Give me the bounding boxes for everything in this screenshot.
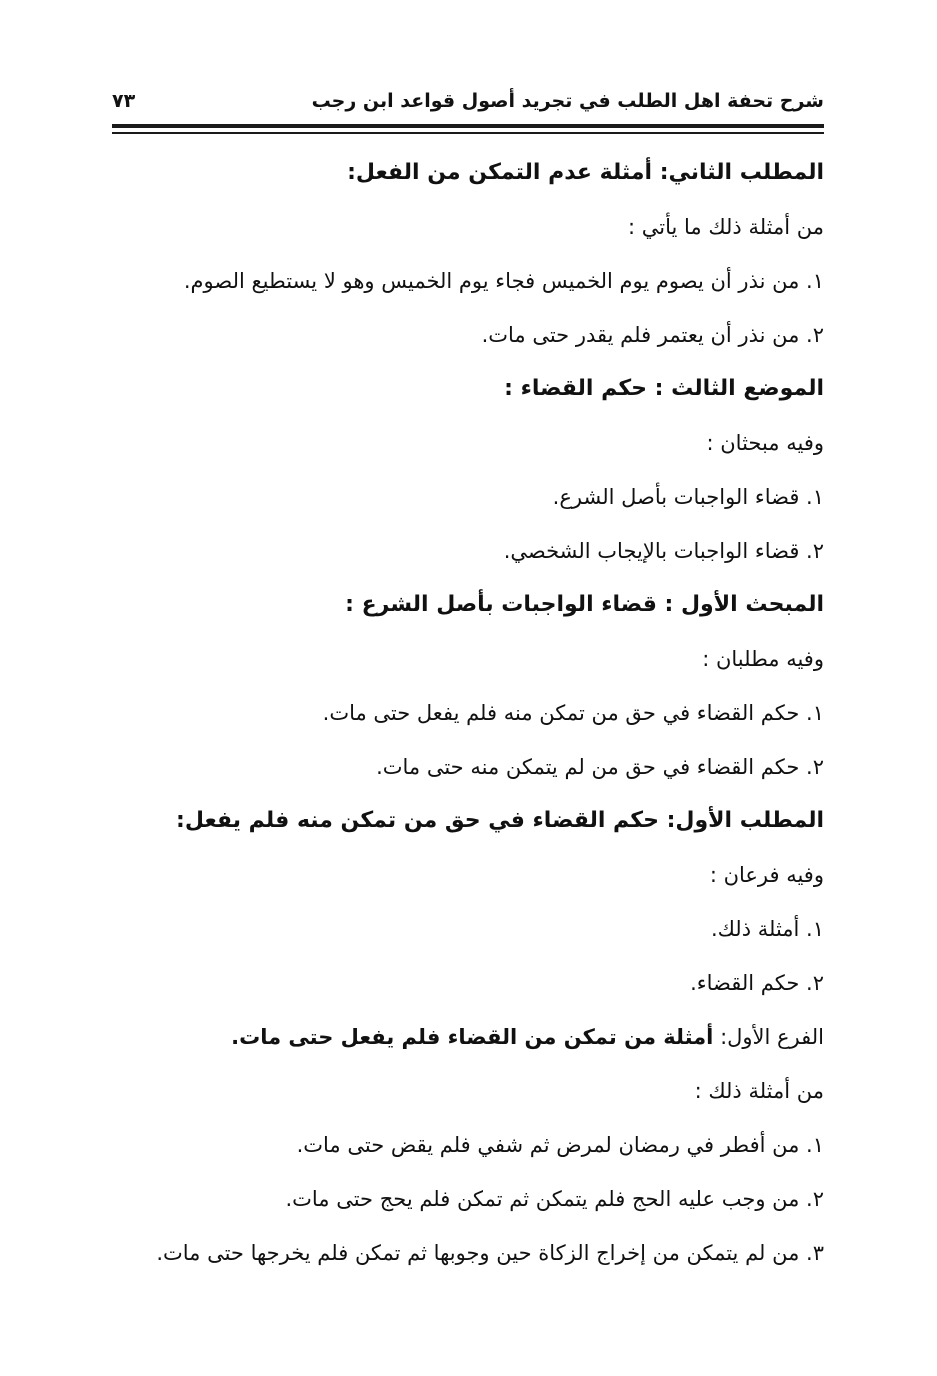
- branch-label: الفرع الأول:: [720, 1025, 824, 1049]
- list-item: ٣. من لم يتمكن من إخراج الزكاة حين وجوبها ثم تمكن فلم يخرجها حتى مات.: [156, 1241, 824, 1265]
- list-item: ١. قضاء الواجبات بأصل الشرع.: [552, 485, 824, 509]
- list-item: ٢. من نذر أن يعتمر فلم يقدر حتى مات.: [481, 323, 824, 347]
- header-rule-thick: [112, 124, 824, 128]
- heading-third-topic: الموضع الثالث : حكم القضاء :: [504, 376, 824, 401]
- intro-line: وفيه مبحثان :: [706, 431, 824, 455]
- heading-first-requirement: المطلب الأول: حكم القضاء في حق من تمكن منه فلم يفعل:: [176, 808, 824, 833]
- intro-line: من أمثلة ذلك ما يأتي :: [627, 215, 824, 239]
- list-item: ١. أمثلة ذلك.: [710, 917, 824, 941]
- intro-line: وفيه مطلبان :: [702, 647, 824, 671]
- list-item: ٢. حكم القضاء.: [690, 971, 824, 995]
- branch-title: أمثلة من تمكن من القضاء فلم يفعل حتى مات.: [231, 1025, 714, 1049]
- heading-first-section: المبحث الأول : قضاء الواجبات بأصل الشرع :: [345, 592, 824, 617]
- heading-second-requirement: المطلب الثاني: أمثلة عدم التمكن من الفعل:: [347, 160, 824, 185]
- list-item: ٢. حكم القضاء في حق من لم يتمكن منه حتى مات.: [376, 755, 824, 779]
- list-item: ١. حكم القضاء في حق من تمكن منه فلم يفعل حتى مات.: [322, 701, 824, 725]
- page-body: [112, 146, 824, 1280]
- running-header: [112, 86, 824, 116]
- header-rule-thin: [112, 132, 824, 134]
- list-item: ٢. قضاء الواجبات بالإيجاب الشخصي.: [503, 539, 824, 563]
- header-title: شرح تحفة اهل الطلب في تجريد أصول قواعد ابن رجب: [311, 90, 824, 112]
- list-item: ١. من نذر أن يصوم يوم الخميس فجاء يوم الخميس وهو لا يستطيع الصوم.: [183, 269, 824, 293]
- intro-line: وفيه فرعان :: [709, 863, 824, 887]
- intro-line: من أمثلة ذلك :: [694, 1079, 824, 1103]
- page-number: ٧٣: [112, 90, 136, 112]
- list-item: ٢. من وجب عليه الحج فلم يتمكن ثم تمكن فلم يحج حتى مات.: [285, 1187, 824, 1211]
- list-item: ١. من أفطر في رمضان لمرض ثم شفي فلم يقض حتى مات.: [296, 1133, 824, 1157]
- heading-first-branch: [112, 1010, 824, 1064]
